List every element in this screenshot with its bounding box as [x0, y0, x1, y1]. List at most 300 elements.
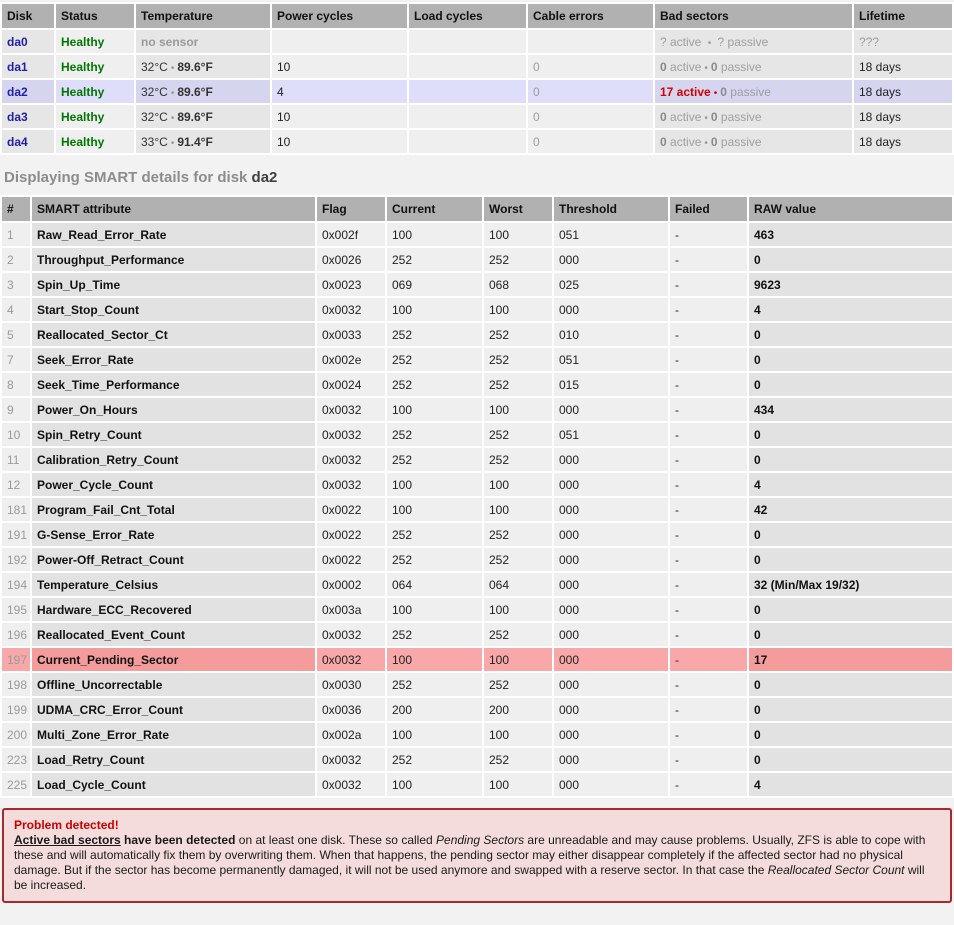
disk-name-label: da4 — [7, 134, 28, 149]
threshold-value: 000 — [559, 777, 580, 792]
power-cycles-cell: 10 — [272, 105, 407, 128]
threshold-value: 000 — [559, 402, 580, 417]
status-badge: Healthy — [61, 134, 105, 149]
bad-sectors-cell — [655, 80, 852, 103]
current-value-cell — [387, 548, 482, 571]
attribute-name-cell — [32, 373, 315, 396]
attribute-id: 8 — [7, 377, 14, 392]
attribute-name: Reallocated_Event_Count — [37, 627, 186, 642]
current-value: 100 — [392, 302, 413, 317]
cable-errors-cell — [528, 55, 653, 78]
current-value: 100 — [392, 402, 413, 417]
worst-value: 252 — [489, 252, 510, 267]
raw-value: 0 — [754, 552, 761, 567]
current-value-cell — [387, 473, 482, 496]
raw-value: 0 — [754, 427, 761, 442]
attribute-id-cell — [2, 323, 30, 346]
disk-table-body — [2, 30, 952, 153]
failed-value: - — [675, 352, 679, 367]
attribute-id-cell — [2, 723, 30, 746]
worst-value: 252 — [489, 427, 510, 442]
current-value-cell — [387, 348, 482, 371]
failed-value-cell — [670, 573, 747, 596]
threshold-value-cell — [554, 723, 668, 746]
failed-value-cell — [670, 273, 747, 296]
flag-value: 0x0030 — [322, 677, 362, 692]
cable-errors-value: 0 — [533, 84, 540, 99]
bullet-separator: • — [704, 62, 708, 74]
bullet-separator: • — [170, 87, 175, 99]
flag-value: 0x0032 — [322, 477, 362, 492]
flag-value: 0x002a — [322, 727, 362, 742]
threshold-value: 015 — [559, 377, 580, 392]
attribute-name: Offline_Uncorrectable — [37, 677, 163, 692]
failed-value-cell — [670, 473, 747, 496]
failed-value: - — [675, 702, 679, 717]
attribute-id-cell — [2, 448, 30, 471]
worst-value-cell — [484, 723, 552, 746]
attribute-id-cell — [2, 248, 30, 271]
smart-row-200 — [2, 723, 952, 746]
flag-value-cell — [317, 423, 385, 446]
raw-value: 0 — [754, 727, 761, 742]
attribute-name: Hardware_ECC_Recovered — [37, 602, 192, 617]
attribute-id: 2 — [7, 252, 14, 267]
current-value-cell — [387, 423, 482, 446]
attribute-name-cell — [32, 748, 315, 771]
failed-value-cell — [670, 548, 747, 571]
column-header-temperature: Temperature — [136, 4, 270, 28]
threshold-value-cell — [554, 248, 668, 271]
flag-value: 0x0032 — [322, 452, 362, 467]
smart-column-header-4: Worst — [484, 197, 552, 221]
attribute-id: 12 — [7, 477, 21, 492]
current-value-cell — [387, 573, 482, 596]
raw-value: 42 — [754, 502, 768, 517]
passive-label: passive — [717, 109, 762, 124]
current-value-cell — [387, 723, 482, 746]
power-cycles-cell: 10 — [272, 55, 407, 78]
failed-value: - — [675, 277, 679, 292]
current-value-cell — [387, 673, 482, 696]
passive-bad-sectors-count: 0 — [720, 84, 727, 99]
failed-value-cell — [670, 723, 747, 746]
threshold-value: 000 — [559, 502, 580, 517]
attribute-id-cell — [2, 698, 30, 721]
attribute-id: 191 — [7, 527, 28, 542]
attribute-id-cell — [2, 298, 30, 321]
smart-row-4 — [2, 298, 952, 321]
worst-value: 252 — [489, 752, 510, 767]
threshold-value-cell — [554, 773, 668, 796]
worst-value-cell — [484, 698, 552, 721]
warning-text-segment: Pending Sectors — [436, 833, 525, 847]
smart-details-heading — [4, 169, 954, 186]
threshold-value: 000 — [559, 252, 580, 267]
bullet-separator: • — [170, 62, 175, 74]
raw-value-cell — [749, 723, 952, 746]
attribute-name: Calibration_Retry_Count — [37, 452, 179, 467]
power-cycles-cell: 4 — [272, 80, 407, 103]
smart-row-9 — [2, 398, 952, 421]
worst-value-cell — [484, 398, 552, 421]
threshold-value-cell — [554, 223, 668, 246]
disk-row-da2[interactable] — [2, 80, 952, 103]
failed-value: - — [675, 627, 679, 642]
failed-value: - — [675, 252, 679, 267]
flag-value: 0x0032 — [322, 652, 362, 667]
smart-details-heading-prefix: Displaying SMART details for disk — [4, 169, 252, 186]
current-value: 069 — [392, 277, 413, 292]
worst-value: 100 — [489, 477, 510, 492]
raw-value-cell — [749, 623, 952, 646]
cable-errors-cell — [528, 30, 653, 53]
bullet-separator: • — [707, 37, 712, 49]
attribute-name-cell — [32, 423, 315, 446]
failed-value-cell — [670, 598, 747, 621]
active-bad-sectors-count: 0 — [660, 59, 667, 74]
worst-value-cell — [484, 423, 552, 446]
current-value: 064 — [392, 577, 413, 592]
current-value-cell — [387, 773, 482, 796]
attribute-id-cell — [2, 473, 30, 496]
current-value: 252 — [392, 352, 413, 367]
attribute-id-cell — [2, 648, 30, 671]
threshold-value: 000 — [559, 452, 580, 467]
bad-sectors-unknown: ? passive — [714, 34, 769, 49]
threshold-value: 051 — [559, 352, 580, 367]
threshold-value-cell — [554, 323, 668, 346]
failed-value-cell — [670, 623, 747, 646]
worst-value: 252 — [489, 627, 510, 642]
flag-value-cell — [317, 448, 385, 471]
flag-value: 0x0032 — [322, 302, 362, 317]
attribute-name-cell — [32, 623, 315, 646]
lifetime-cell — [854, 30, 952, 53]
flag-value-cell — [317, 748, 385, 771]
current-value: 252 — [392, 552, 413, 567]
attribute-name-cell — [32, 573, 315, 596]
failed-value: - — [675, 327, 679, 342]
worst-value: 252 — [489, 677, 510, 692]
current-value: 100 — [392, 777, 413, 792]
temperature-cell — [136, 130, 270, 153]
raw-value: 0 — [754, 627, 761, 642]
status-badge: Healthy — [61, 84, 105, 99]
attribute-name: Throughput_Performance — [37, 252, 185, 267]
flag-value: 0x0024 — [322, 377, 362, 392]
raw-value: 4 — [754, 302, 761, 317]
raw-value: 0 — [754, 327, 761, 342]
failed-value-cell — [670, 698, 747, 721]
flag-value: 0x0032 — [322, 627, 362, 642]
disk-overview-table — [0, 2, 954, 155]
status-badge: Healthy — [61, 59, 105, 74]
failed-value-cell — [670, 448, 747, 471]
smart-column-header-2: Flag — [317, 197, 385, 221]
worst-value: 100 — [489, 727, 510, 742]
lifetime-value: 18 days — [859, 59, 902, 74]
raw-value-cell — [749, 598, 952, 621]
threshold-value: 000 — [559, 477, 580, 492]
disk-row-da3[interactable] — [2, 105, 952, 128]
column-header-cable-errors: Cable errors — [528, 4, 653, 28]
attribute-name: Temperature_Celsius — [37, 577, 159, 592]
attribute-id: 199 — [7, 702, 28, 717]
worst-value: 100 — [489, 502, 510, 517]
passive-label: passive — [717, 59, 762, 74]
failed-value: - — [675, 552, 679, 567]
threshold-value: 000 — [559, 577, 580, 592]
attribute-name: Multi_Zone_Error_Rate — [37, 727, 170, 742]
attribute-name-cell — [32, 698, 315, 721]
worst-value: 068 — [489, 277, 510, 292]
disk-cell — [2, 105, 54, 128]
smart-table-body — [2, 223, 952, 796]
column-header-lifetime: Lifetime — [854, 4, 952, 28]
passive-bad-sectors-count: 0 — [710, 134, 718, 149]
attribute-id: 223 — [7, 752, 28, 767]
attribute-id-cell — [2, 348, 30, 371]
column-header-status: Status — [56, 4, 134, 28]
temperature-cell — [136, 30, 270, 53]
flag-value: 0x0022 — [322, 527, 362, 542]
worst-value: 252 — [489, 527, 510, 542]
current-value-cell — [387, 523, 482, 546]
smart-row-191 — [2, 523, 952, 546]
warning-text-segment: have been detected — [120, 833, 236, 847]
raw-value-cell — [749, 573, 952, 596]
cable-errors-cell — [528, 80, 653, 103]
flag-value-cell — [317, 298, 385, 321]
failed-value-cell — [670, 673, 747, 696]
lifetime-cell — [854, 130, 952, 153]
bullet-separator: • — [713, 87, 718, 99]
threshold-value-cell — [554, 698, 668, 721]
current-value: 252 — [392, 452, 413, 467]
flag-value-cell — [317, 548, 385, 571]
failed-value: - — [675, 602, 679, 617]
threshold-value-cell — [554, 598, 668, 621]
raw-value-cell — [749, 248, 952, 271]
flag-value-cell — [317, 248, 385, 271]
worst-value-cell — [484, 598, 552, 621]
smart-row-192 — [2, 548, 952, 571]
threshold-value-cell — [554, 673, 668, 696]
smart-row-12 — [2, 473, 952, 496]
raw-value: 0 — [754, 702, 761, 717]
failed-value: - — [675, 777, 679, 792]
attribute-id: 5 — [7, 327, 14, 342]
attribute-name-cell — [32, 673, 315, 696]
active-label: active — [666, 59, 702, 74]
attribute-name: Reallocated_Sector_Ct — [37, 327, 168, 342]
worst-value: 252 — [489, 327, 510, 342]
attribute-id-cell — [2, 523, 30, 546]
flag-value: 0x0032 — [322, 777, 362, 792]
raw-value-cell — [749, 648, 952, 671]
threshold-value-cell — [554, 448, 668, 471]
attribute-name-cell — [32, 498, 315, 521]
bad-sectors-unknown: ? active — [660, 34, 705, 49]
attribute-name-cell — [32, 548, 315, 571]
attribute-id: 195 — [7, 602, 28, 617]
flag-value: 0x0022 — [322, 552, 362, 567]
status-badge: Healthy — [61, 34, 105, 49]
attribute-name: Spin_Retry_Count — [37, 427, 142, 442]
load-cycles-cell — [409, 30, 526, 53]
attribute-id: 3 — [7, 277, 14, 292]
disk-name-label: da0 — [7, 34, 28, 49]
smart-row-196 — [2, 623, 952, 646]
raw-value-cell — [749, 673, 952, 696]
warning-text-segment: will be increased. — [14, 863, 925, 892]
threshold-value: 051 — [559, 427, 580, 442]
warning-text-segment: Reallocated Sector Count — [767, 863, 905, 877]
smart-row-194 — [2, 573, 952, 596]
smart-row-223 — [2, 748, 952, 771]
failed-value-cell — [670, 773, 747, 796]
flag-value-cell — [317, 773, 385, 796]
worst-value-cell — [484, 573, 552, 596]
raw-value: 463 — [754, 227, 775, 242]
raw-value-cell — [749, 348, 952, 371]
attribute-id-cell — [2, 423, 30, 446]
flag-value-cell — [317, 598, 385, 621]
worst-value: 252 — [489, 352, 510, 367]
flag-value: 0x0002 — [322, 577, 362, 592]
worst-value: 100 — [489, 227, 510, 242]
threshold-value-cell — [554, 373, 668, 396]
smart-row-195 — [2, 598, 952, 621]
disk-cell — [2, 130, 54, 153]
attribute-name-cell — [32, 223, 315, 246]
attribute-id-cell — [2, 273, 30, 296]
flag-value-cell — [317, 373, 385, 396]
current-value-cell — [387, 498, 482, 521]
worst-value: 100 — [489, 652, 510, 667]
failed-value: - — [675, 727, 679, 742]
worst-value: 252 — [489, 452, 510, 467]
flag-value: 0x0032 — [322, 752, 362, 767]
smart-row-10 — [2, 423, 952, 446]
smart-column-header-1: SMART attribute — [32, 197, 315, 221]
smart-row-2 — [2, 248, 952, 271]
smart-row-7 — [2, 348, 952, 371]
raw-value: 0 — [754, 377, 761, 392]
power-cycles-cell: 10 — [272, 130, 407, 153]
attribute-name: Raw_Read_Error_Rate — [37, 227, 167, 242]
flag-value-cell — [317, 398, 385, 421]
flag-value-cell — [317, 623, 385, 646]
worst-value-cell — [484, 448, 552, 471]
raw-value: 0 — [754, 677, 761, 692]
raw-value: 32 (Min/Max 19/32) — [754, 577, 860, 592]
smart-column-header-6: Failed — [670, 197, 747, 221]
temperature-fahrenheit: 89.6°F — [177, 84, 213, 99]
worst-value-cell — [484, 348, 552, 371]
current-value-cell — [387, 273, 482, 296]
failed-value: - — [675, 402, 679, 417]
warning-title: Problem detected! — [14, 818, 119, 832]
raw-value-cell — [749, 323, 952, 346]
threshold-value-cell — [554, 348, 668, 371]
load-cycles-cell — [409, 80, 526, 103]
raw-value-cell — [749, 373, 952, 396]
smart-row-11 — [2, 448, 952, 471]
cable-errors-cell — [528, 105, 653, 128]
flag-value-cell — [317, 498, 385, 521]
column-header-power-cycles: Power cycles — [272, 4, 407, 28]
active-bad-sectors-count: 0 — [660, 109, 667, 124]
attribute-id: 1 — [7, 227, 14, 242]
bad-sectors-cell — [655, 130, 852, 153]
temperature-celsius: 32°C — [141, 109, 168, 124]
attribute-name: Seek_Error_Rate — [37, 352, 134, 367]
flag-value-cell — [317, 323, 385, 346]
flag-value-cell — [317, 673, 385, 696]
bullet-separator: • — [170, 112, 175, 124]
attribute-id: 198 — [7, 677, 28, 692]
attribute-id-cell — [2, 623, 30, 646]
threshold-value-cell — [554, 523, 668, 546]
flag-value-cell — [317, 523, 385, 546]
attribute-name: Load_Cycle_Count — [37, 777, 146, 792]
attribute-id: 10 — [7, 427, 21, 442]
column-header-disk: Disk — [2, 4, 54, 28]
worst-value: 100 — [489, 777, 510, 792]
attribute-id: 225 — [7, 777, 28, 792]
threshold-value: 000 — [559, 627, 580, 642]
failed-value-cell — [670, 398, 747, 421]
smart-column-header-0: # — [2, 197, 30, 221]
smart-row-8 — [2, 373, 952, 396]
threshold-value-cell — [554, 748, 668, 771]
passive-label: passive — [717, 134, 762, 149]
flag-value: 0x002e — [322, 352, 362, 367]
threshold-value-cell — [554, 498, 668, 521]
flag-value: 0x002f — [322, 227, 359, 242]
failed-value-cell — [670, 298, 747, 321]
current-value: 252 — [392, 527, 413, 542]
smart-row-198 — [2, 673, 952, 696]
threshold-value: 000 — [559, 702, 580, 717]
threshold-value-cell — [554, 648, 668, 671]
attribute-name: Spin_Up_Time — [37, 277, 121, 292]
current-value: 100 — [392, 602, 413, 617]
raw-value: 0 — [754, 527, 761, 542]
bullet-separator: • — [704, 112, 708, 124]
disk-row-da0[interactable] — [2, 30, 952, 53]
temperature-fahrenheit: 89.6°F — [177, 109, 213, 124]
flag-value: 0x0033 — [322, 327, 362, 342]
attribute-id: 7 — [7, 352, 14, 367]
failed-value-cell — [670, 223, 747, 246]
attribute-name-cell — [32, 598, 315, 621]
threshold-value-cell — [554, 398, 668, 421]
current-value: 100 — [392, 727, 413, 742]
raw-value-cell — [749, 523, 952, 546]
raw-value-cell — [749, 548, 952, 571]
disk-row-da4[interactable] — [2, 130, 952, 153]
raw-value-cell — [749, 773, 952, 796]
threshold-value: 010 — [559, 327, 580, 342]
active-label: active — [666, 109, 702, 124]
attribute-name-cell — [32, 773, 315, 796]
attribute-id-cell — [2, 548, 30, 571]
attribute-id: 194 — [7, 577, 28, 592]
disk-row-da1[interactable] — [2, 55, 952, 78]
